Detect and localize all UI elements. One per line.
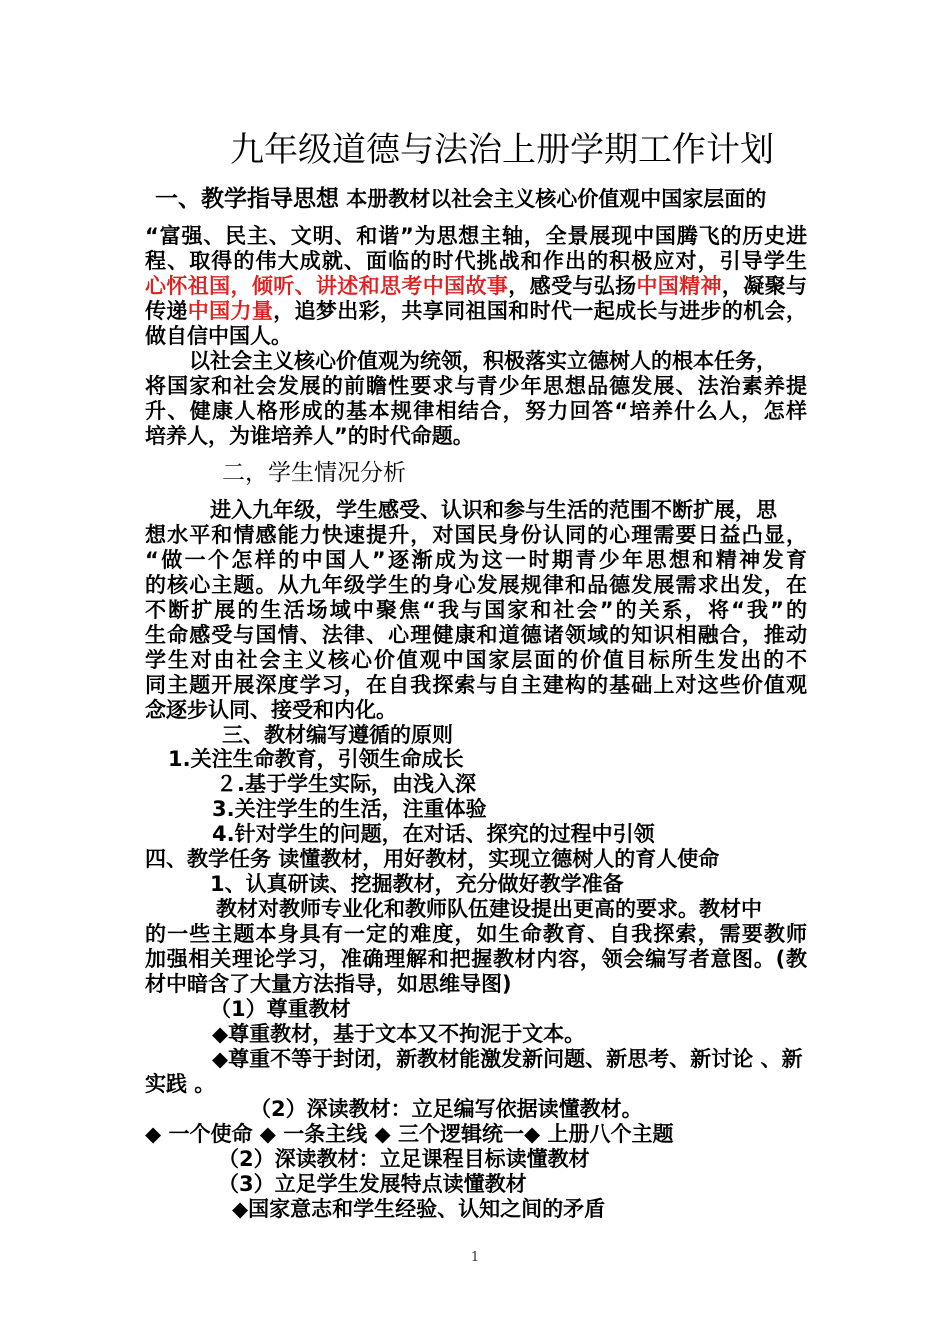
- section-2-line-9: 念逐步认同、接受和内化。: [145, 698, 397, 722]
- section-1-heading: 一、教学指导思想: [155, 186, 339, 212]
- document-title: 九年级道德与法治上册学期工作计划: [230, 130, 774, 170]
- sub-item-curriculum: （2）深读教材：立足课程目标读懂教材: [218, 1147, 590, 1171]
- section-2-line-4: 的核心主题。从九年级学生的身心发展规律和品德发展需求出发，在: [145, 573, 807, 597]
- section-2-line-6: 生命感受与国情、法律、心理健康和道德诸领域的知识相融合，推动: [145, 623, 807, 647]
- section-2-line-5: 不断扩展的生活场域中聚焦“我与国家和社会”的关系，将“我”的: [145, 598, 807, 622]
- section-1-line-6: 做自信中国人。: [145, 324, 292, 348]
- section-1-intro: 本册教材以社会主义核心价值观中国家层面的: [339, 187, 767, 211]
- body-text: 传递: [145, 299, 188, 323]
- section-1-line-1: [155, 184, 766, 214]
- section-1-para-2-line-3: 升、健康人格形成的基本规律相结合，努力回答“培养什么人，怎样: [145, 399, 807, 423]
- section-1-line-2: “富强、民主、文明、和谐”为思想主轴，全景展现中国腾飞的历史进: [145, 224, 807, 248]
- section-2-line-2: 想水平和情感能力快速提升，对国民身份认同的心理需要日益凸显，: [145, 523, 807, 547]
- section-3-heading: 三、教材编写遵循的原则: [222, 723, 453, 747]
- principle-item: 1.关注生命教育，引领生命成长: [168, 747, 464, 771]
- bullet-item: ◆尊重教材，基于文本又不拘泥于文本。: [212, 1022, 586, 1046]
- section-2-line-7: 学生对由社会主义核心价值观中国家层面的价值目标所生发出的不: [145, 648, 807, 672]
- section-4-subheading: 1、认真研读、挖掘教材，充分做好教学准备: [210, 872, 624, 896]
- principle-item: ２.基于学生实际，由浅入深: [216, 772, 476, 796]
- section-1-line-5: [145, 298, 807, 324]
- section-1-line-3: 程、取得的伟大成就、面临的时代挑战和作出的积极应对，引导学生: [145, 249, 807, 273]
- sub-item-respect: （1）尊重教材: [210, 997, 351, 1021]
- section-1-line-4: [145, 273, 807, 299]
- section-4-para-line-1: 教材对教师专业化和教师队伍建设提出更高的要求。教材中: [216, 897, 762, 921]
- highlight-text: 心怀祖国，倾听、讲述和思考中国故事: [145, 274, 509, 298]
- bullet-item-continuation: 实践 。: [145, 1072, 216, 1096]
- section-4-para-line-2: 的一些主题本身具有一定的难度，如生命教育、自我探索，需要教师: [145, 922, 807, 946]
- section-4-para-line-3: 加强相关理论学习，准确理解和把握教材内容，领会编写者意图。(教: [145, 947, 807, 971]
- section-1-para-2-line-4: 培养人，为谁培养人”的时代命题。: [145, 424, 474, 448]
- section-2-line-3: “做一个怎样的中国人”逐渐成为这一时期青少年思想和精神发育: [145, 548, 807, 572]
- page-number: 1: [470, 1250, 480, 1265]
- section-4-para-line-4: 材中暗含了大量方法指导，如思维导图): [145, 972, 512, 996]
- section-2-heading: 二，学生情况分析: [222, 460, 406, 486]
- body-text: ，凝聚与: [721, 274, 808, 298]
- section-1-para-2-line-2: 将国家和社会发展的前瞻性要求与青少年思想品德发展、法治素养提: [145, 374, 807, 398]
- section-4-heading: 四、教学任务 读懂教材，用好教材，实现立德树人的育人使命: [145, 847, 720, 871]
- section-2-line-8: 同主题开展深度学习，在自我探索与自主建构的基础上对这些价值观: [145, 673, 807, 697]
- section-2-line-1: 进入九年级，学生感受、认识和参与生活的范围不断扩展，思: [210, 498, 777, 522]
- bullet-item: ◆尊重不等于封闭，新教材能激发新问题、新思考、新讨论 、新: [212, 1047, 803, 1071]
- bullet-item: ◆国家意志和学生经验、认知之间的矛盾: [232, 1197, 606, 1221]
- sub-item-deep-read: （2）深读教材：立足编写依据读懂教材。: [250, 1097, 643, 1121]
- body-text: ，追梦出彩，共享同祖国和时代一起成长与进步的机会，: [273, 299, 808, 323]
- sub-item-student-traits: （3）立足学生发展特点读懂教材: [218, 1172, 527, 1196]
- body-text: ，感受与弘扬: [508, 274, 637, 298]
- principle-item: 3.关注学生的生活，注重体验: [212, 797, 487, 821]
- section-1-para-2-line-1: 以社会主义核心价值观为统领，积极落实立德树人的根本任务，: [189, 349, 777, 373]
- highlight-text: 中国力量: [187, 299, 274, 323]
- diamond-list: ◆ 一个使命 ◆ 一条主线 ◆ 三个逻辑统一◆ 上册八个主题: [145, 1122, 674, 1146]
- principle-item: 4.针对学生的问题，在对话、探究的过程中引领: [212, 822, 655, 846]
- highlight-text: 中国精神: [636, 274, 722, 298]
